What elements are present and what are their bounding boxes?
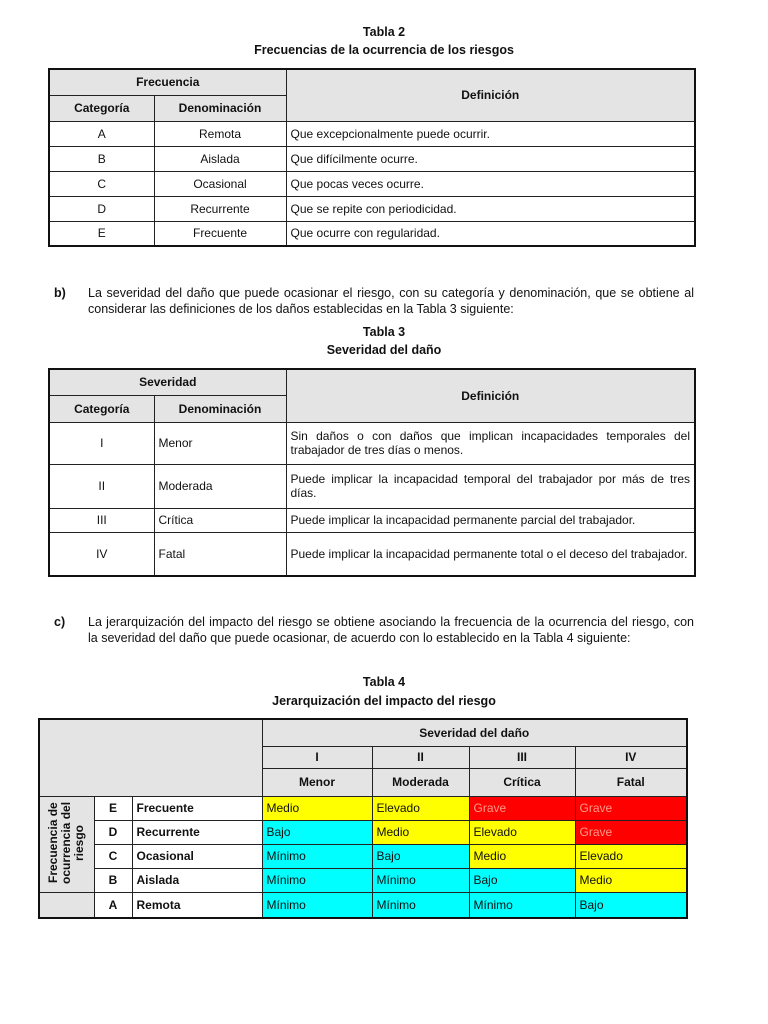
risk-cell: Medio xyxy=(575,868,687,892)
paragraph-b-text: La severidad del daño que puede ocasionar el riesgo, con su categoría y denominación, que se obtiene al considerar las definiciones de los daños establecidas en la Tabla 3 siguiente: xyxy=(88,286,694,316)
tabla2-col-denominacion: Denominación xyxy=(154,95,286,121)
cell-denominacion: Crítica xyxy=(154,508,286,532)
table-row xyxy=(39,844,687,868)
tabla4-title: Tabla 4 xyxy=(362,675,406,689)
risk-cell: Medio xyxy=(262,796,372,820)
sev-col-name: Moderada xyxy=(372,768,469,796)
cell-den: Frecuente xyxy=(132,796,262,820)
cell-categoria: I xyxy=(49,422,154,464)
tabla3-col-categoria: Categoría xyxy=(49,395,154,422)
cell-denominacion: Recurrente xyxy=(154,196,286,221)
cell-denominacion: Fatal xyxy=(154,532,286,576)
risk-cell: Elevado xyxy=(575,844,687,868)
risk-cell: Bajo xyxy=(575,892,687,918)
tabla3-col-denominacion: Denominación xyxy=(154,395,286,422)
paragraph-b xyxy=(54,285,694,317)
paragraph-b-label: b) xyxy=(54,286,66,300)
table-row xyxy=(39,796,687,820)
cell-cat: E xyxy=(94,796,132,820)
cell-denominacion: Aislada xyxy=(154,146,286,171)
table-row xyxy=(49,532,695,576)
tabla2-group-header: Frecuencia xyxy=(49,69,286,95)
tabla4-sev-header: Severidad del daño xyxy=(262,719,687,746)
table-row xyxy=(39,892,687,918)
cell-categoria: B xyxy=(49,146,154,171)
sev-col-num: III xyxy=(469,746,575,768)
table-row xyxy=(49,221,695,246)
risk-cell: Elevado xyxy=(469,820,575,844)
risk-cell: Bajo xyxy=(262,820,372,844)
paragraph-c-text: La jerarquización del impacto del riesgo se obtiene asociando la frecuencia de la ocurrencia del riesgo, con la severidad del daño que puede ocasionar, de acuerdo con lo establecido en la Tabla 4 siguiente: xyxy=(88,615,694,645)
tabla3-group-header: Severidad xyxy=(49,369,286,395)
paragraph-c xyxy=(54,614,694,646)
table-row xyxy=(49,171,695,196)
tabla2 xyxy=(48,68,696,247)
cell-den: Aislada xyxy=(132,868,262,892)
risk-cell: Medio xyxy=(469,844,575,868)
risk-cell: Grave xyxy=(469,796,575,820)
tabla2-title: Tabla 2 xyxy=(362,25,406,39)
risk-cell: Mínimo xyxy=(262,868,372,892)
tabla4-corner xyxy=(39,719,262,796)
cell-categoria: E xyxy=(49,221,154,246)
tabla4-freq-header-tail xyxy=(39,892,94,918)
cell-categoria: IV xyxy=(49,532,154,576)
risk-cell: Grave xyxy=(575,796,687,820)
cell-definicion: Que se repite con periodicidad. xyxy=(286,196,695,221)
tabla3 xyxy=(48,368,696,577)
tabla4-subtitle: Jerarquización del impacto del riesgo xyxy=(272,694,496,708)
cell-den: Ocasional xyxy=(132,844,262,868)
cell-cat: D xyxy=(94,820,132,844)
cell-definicion: Sin daños o con daños que implican incapacidades temporales del trabajador de tres días o menos. xyxy=(286,422,695,464)
cell-cat: C xyxy=(94,844,132,868)
cell-denominacion: Ocasional xyxy=(154,171,286,196)
table-row xyxy=(49,422,695,464)
tabla2-col-categoria: Categoría xyxy=(49,95,154,121)
cell-cat: B xyxy=(94,868,132,892)
risk-cell: Mínimo xyxy=(372,892,469,918)
tabla3-title: Tabla 3 xyxy=(362,325,406,339)
cell-categoria: III xyxy=(49,508,154,532)
sev-col-num: IV xyxy=(575,746,687,768)
paragraph-c-label: c) xyxy=(54,615,66,629)
sev-col-name: Menor xyxy=(262,768,372,796)
cell-denominacion: Menor xyxy=(154,422,286,464)
table-row xyxy=(39,820,687,844)
cell-denominacion: Frecuente xyxy=(154,221,286,246)
cell-categoria: C xyxy=(49,171,154,196)
table-row xyxy=(49,146,695,171)
tabla4-freq-header-cell xyxy=(39,796,94,892)
cell-den: Remota xyxy=(132,892,262,918)
tabla2-col-definicion: Definición xyxy=(286,69,695,121)
cell-definicion: Que pocas veces ocurre. xyxy=(286,171,695,196)
cell-definicion: Puede implicar la incapacidad permanente total o el deceso del trabajador. xyxy=(286,532,695,576)
risk-cell: Mínimo xyxy=(372,868,469,892)
cell-den: Recurrente xyxy=(132,820,262,844)
tabla2-subtitle: Frecuencias de la ocurrencia de los riesgos xyxy=(254,43,514,57)
cell-definicion: Que ocurre con regularidad. xyxy=(286,221,695,246)
risk-cell: Medio xyxy=(372,820,469,844)
risk-cell: Bajo xyxy=(372,844,469,868)
cell-categoria: D xyxy=(49,196,154,221)
risk-cell: Mínimo xyxy=(262,844,372,868)
cell-definicion: Puede implicar la incapacidad permanente parcial del trabajador. xyxy=(286,508,695,532)
cell-denominacion: Remota xyxy=(154,121,286,146)
table-row xyxy=(49,121,695,146)
tabla3-subtitle: Severidad del daño xyxy=(326,343,442,357)
sev-col-num: I xyxy=(262,746,372,768)
cell-cat: A xyxy=(94,892,132,918)
risk-cell: Mínimo xyxy=(262,892,372,918)
tabla4-freq-header: Frecuencia de ocurrencia del riesgo xyxy=(45,801,86,884)
tabla3-col-definicion: Definición xyxy=(286,369,695,422)
table-row xyxy=(49,196,695,221)
risk-cell: Mínimo xyxy=(469,892,575,918)
table-row xyxy=(49,508,695,532)
sev-col-num: II xyxy=(372,746,469,768)
tabla4 xyxy=(38,718,688,919)
table-row xyxy=(39,868,687,892)
cell-categoria: II xyxy=(49,464,154,508)
cell-definicion: Que excepcionalmente puede ocurrir. xyxy=(286,121,695,146)
risk-cell: Elevado xyxy=(372,796,469,820)
cell-denominacion: Moderada xyxy=(154,464,286,508)
risk-cell: Bajo xyxy=(469,868,575,892)
sev-col-name: Crítica xyxy=(469,768,575,796)
risk-cell: Grave xyxy=(575,820,687,844)
cell-definicion: Puede implicar la incapacidad temporal del trabajador por más de tres días. xyxy=(286,464,695,508)
cell-categoria: A xyxy=(49,121,154,146)
cell-definicion: Que difícilmente ocurre. xyxy=(286,146,695,171)
sev-col-name: Fatal xyxy=(575,768,687,796)
table-row xyxy=(49,464,695,508)
